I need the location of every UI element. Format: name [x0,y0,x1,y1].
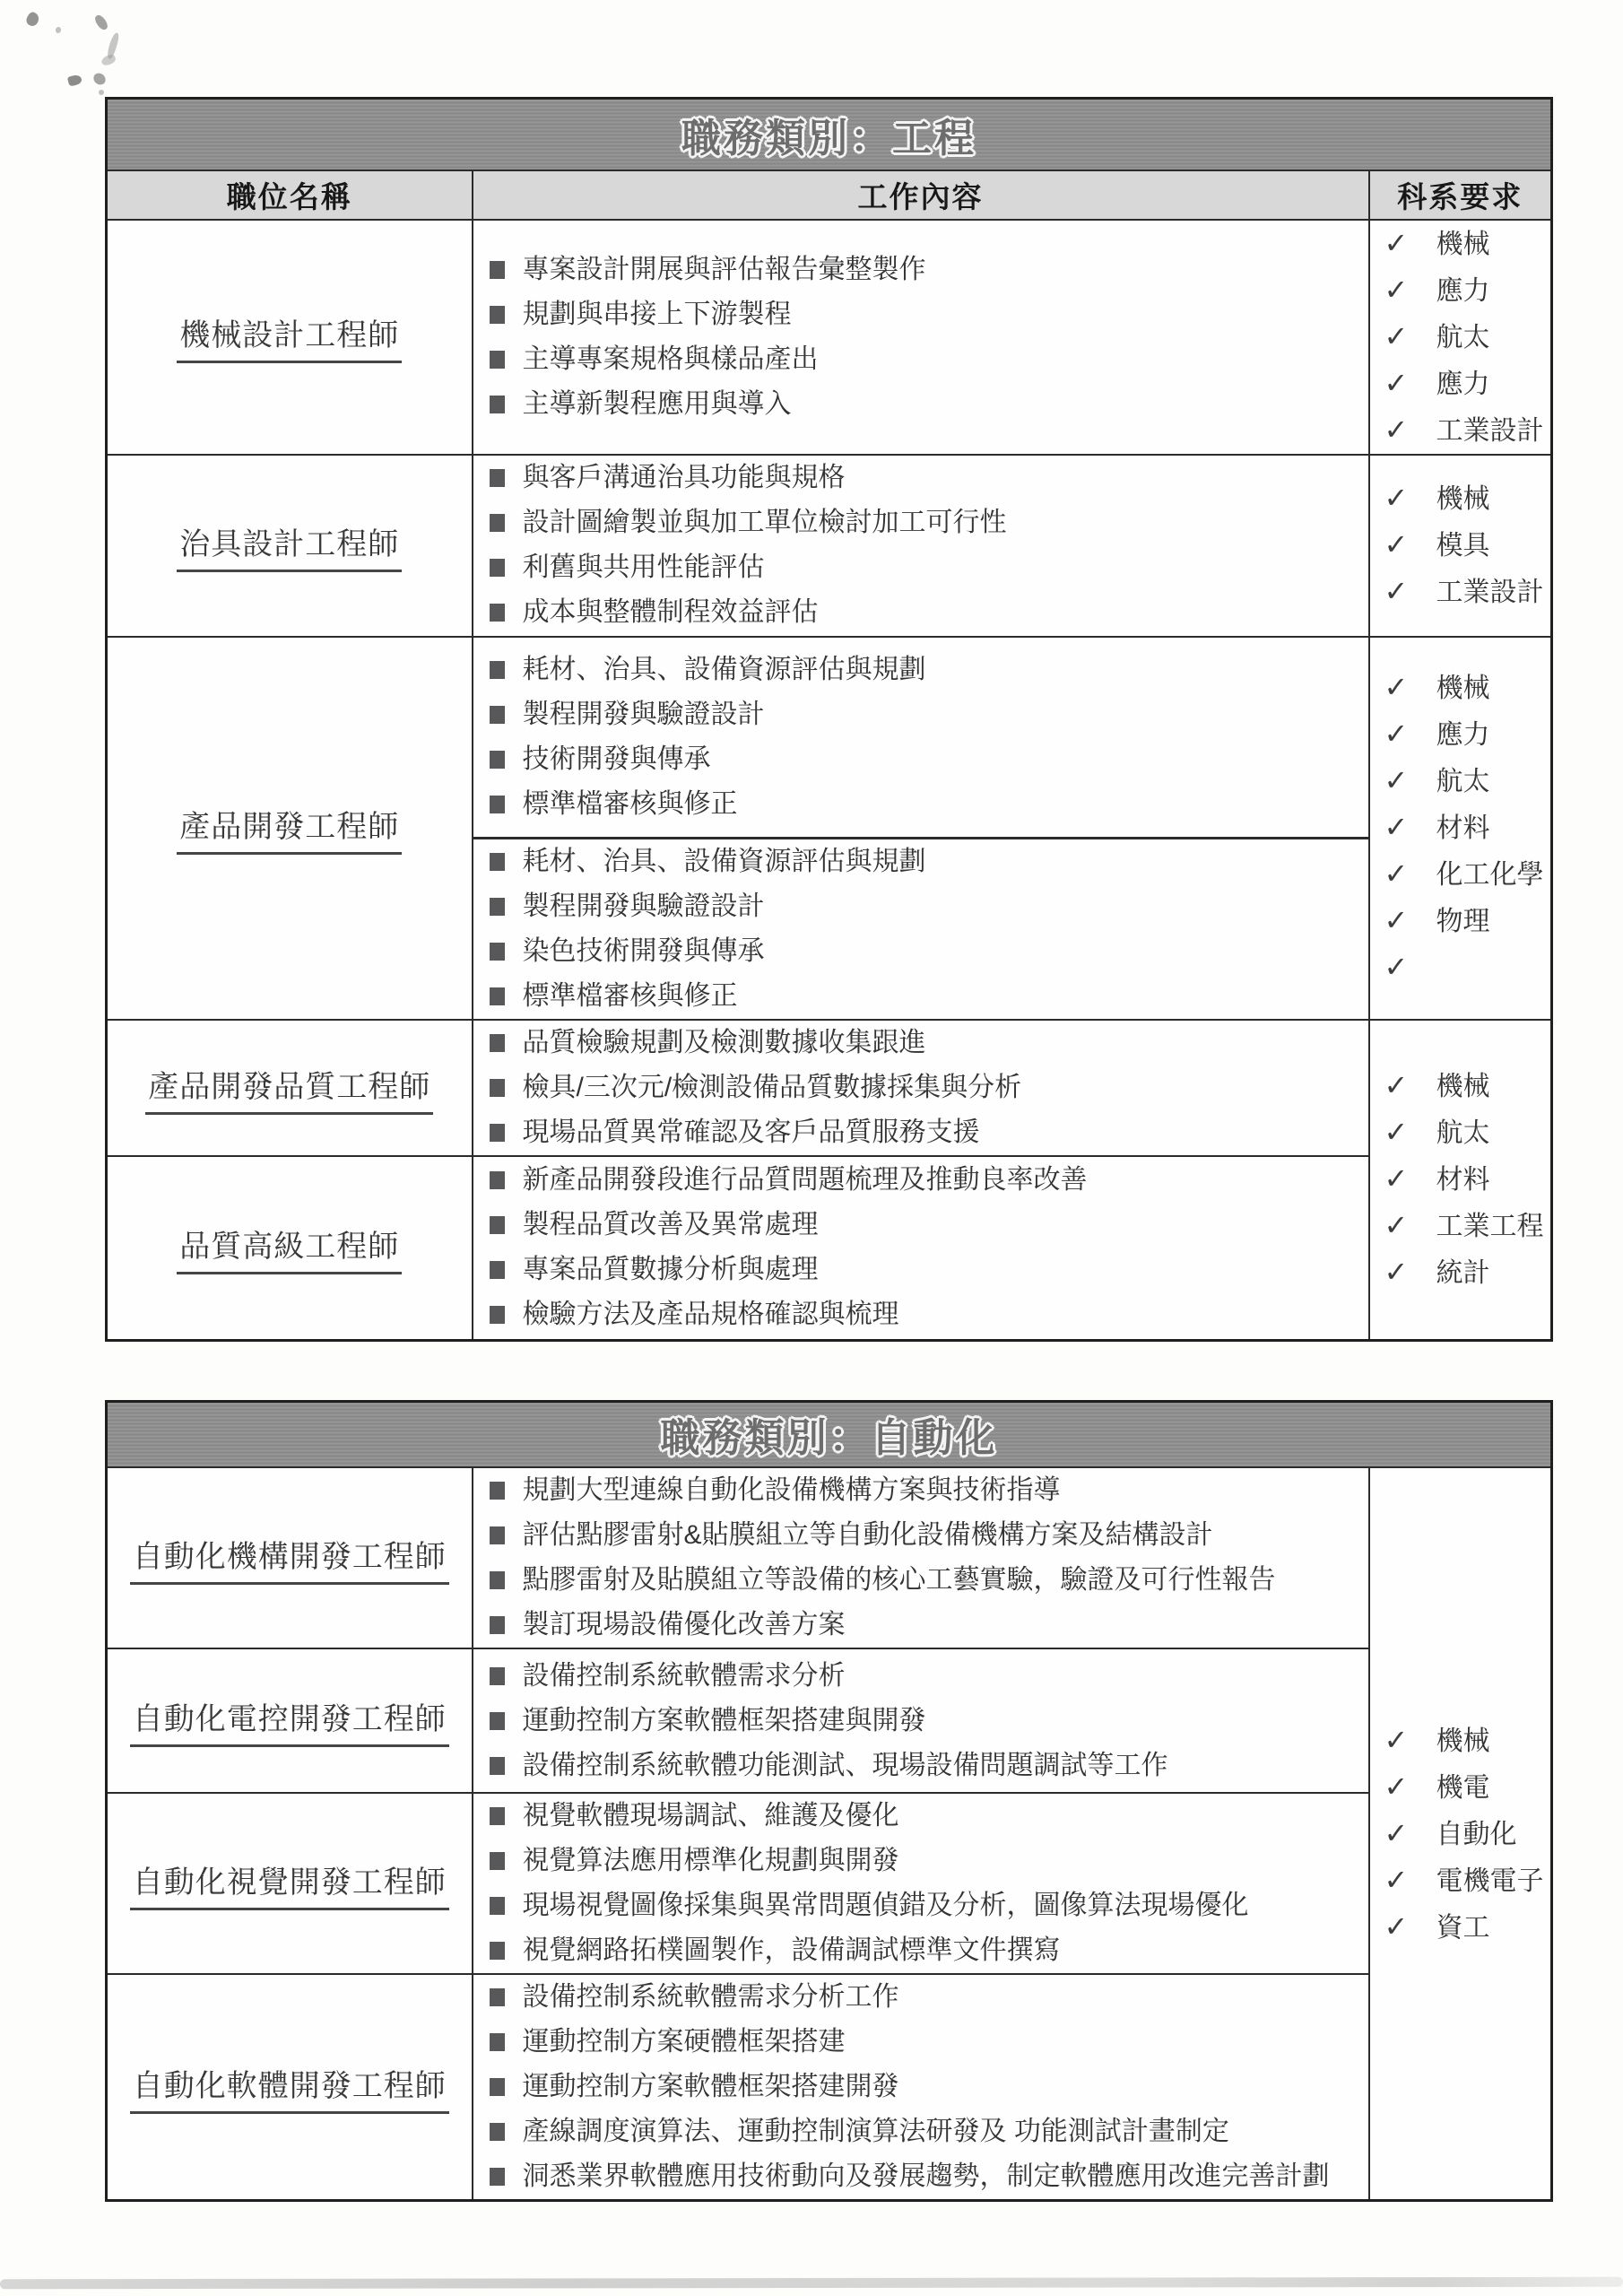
job-duty-text: 視覺算法應用標準化規劃與開發 [522,1846,899,1875]
job-duties-cell [473,1648,1369,1793]
dept-requirement-text: 機械 [1436,484,1490,514]
job-title: 自動化視覺開發工程師 [130,1857,449,1910]
job-title: 產品開發工程師 [177,802,402,855]
dept-requirement-text: 機械 [1436,1726,1490,1756]
dept-requirement [1384,898,1551,944]
job-duty-item [490,1468,1368,1513]
checkmark-icon: ✓ [1384,671,1409,704]
bullet-icon [490,1757,505,1775]
table-row [107,1156,1552,1340]
bullet-icon [490,559,505,577]
bullet-icon [490,2168,505,2186]
dept-requirement [1384,1203,1551,1249]
job-duty-item [490,782,1368,827]
bullet-icon [490,987,505,1005]
job-duty-text: 運動控制方案硬體框架搭建 [522,2027,846,2057]
checkmark-icon: ✓ [1384,1256,1409,1289]
checkmark-icon: ✓ [1384,1069,1409,1102]
dept-requirement [1384,1249,1551,1296]
table-row [107,220,1552,455]
bullet-icon [490,1852,505,1870]
job-duty-text: 標準檔審核與修正 [522,981,738,1011]
table-row [107,455,1552,637]
job-duty-item [490,929,1368,974]
job-duty-text: 新產品開發段進行品質問題梳理及推動良率改善 [522,1165,1088,1196]
checkmark-icon: ✓ [1384,273,1409,306]
dept-requirement-text: 航太 [1436,322,1490,352]
table-row [107,1467,1552,1648]
dept-requirement [1384,944,1551,991]
job-duty-text: 耗材、治具、設備資源評估與規劃 [522,654,926,684]
job-duty-item [490,2065,1368,2109]
job-title: 產品開發品質工程師 [145,1062,433,1115]
dept-requirement [1384,804,1551,851]
bullet-icon [490,898,505,916]
checkmark-icon: ✓ [1384,764,1409,797]
column-header-row [107,170,1552,220]
scan-mark [91,71,108,87]
job-duties-cell [473,220,1369,455]
dept-requirement-text: 機械 [1436,674,1490,704]
bullet-icon [490,2078,505,2096]
dept-requirement-text: 航太 [1436,1118,1490,1149]
job-duty-text: 利舊與共用性能評估 [522,552,765,582]
job-duty-item [490,2109,1368,2154]
dept-requirements-cell [1369,1020,1552,1340]
checkmark-icon: ✓ [1384,951,1409,984]
bullet-icon [490,1712,505,1730]
dept-requirement [1384,569,1551,615]
job-duty-text: 技術開發與傳承 [522,744,711,774]
job-duty-item [490,1292,1368,1337]
table-row [107,637,1552,839]
bullet-icon [490,1616,505,1634]
col-header-content: 工作內容 [473,170,1369,220]
bullet-icon [490,1482,505,1500]
job-duty-text: 主導專案規格與樣品產出 [522,344,819,374]
job-duties-cell [473,637,1369,839]
table-title: 職務類別：自動化 [107,1401,1552,1467]
scan-mark [67,74,82,87]
job-duty-item [490,1928,1368,1973]
dept-requirement-text: 應力 [1436,275,1490,306]
scan-mark [99,90,104,95]
job-name-cell [107,455,473,637]
automation-jobs-table [105,1400,1553,2203]
dept-requirement [1384,665,1551,711]
dept-requirement-text: 應力 [1436,369,1490,399]
dept-requirement-text: 機械 [1436,1072,1490,1102]
job-duty-item [490,1558,1368,1603]
bullet-icon [490,604,505,622]
bullet-icon [490,943,505,961]
dept-requirement [1384,1904,1551,1951]
job-title: 自動化機構開發工程師 [130,1532,449,1585]
dept-requirement [1384,1764,1551,1811]
checkmark-icon: ✓ [1384,482,1409,514]
checkmark-icon: ✓ [1384,1816,1409,1849]
job-duty-text: 耗材、治具、設備資源評估與規劃 [522,847,926,876]
job-duty-item [490,590,1368,635]
checkmark-icon: ✓ [1384,1209,1409,1242]
job-duty-text: 規劃與串接上下游製程 [522,299,792,329]
job-duty-text: 專案設計開展與評估報告彙整製作 [522,254,926,284]
checkmark-icon: ✓ [1384,1909,1409,1943]
job-duty-item [490,545,1368,590]
job-duty-item [490,1654,1368,1699]
job-duty-item [490,2020,1368,2065]
dept-requirement [1384,1718,1551,1764]
job-duty-text: 成本與整體制程效益評估 [522,597,819,627]
dept-requirement [1384,522,1551,569]
dept-requirement-text: 自動化 [1436,1819,1517,1849]
job-name-cell [107,1020,473,1156]
job-duties-cell [473,1793,1369,1974]
job-duty-item [490,1603,1368,1648]
dept-requirement [1384,851,1551,898]
dept-requirement-text: 工業設計 [1436,415,1544,446]
checkmark-icon: ✓ [1384,226,1409,259]
job-duty-item [490,737,1368,782]
job-duty-text: 現場視覺圖像採集與異常問題偵錯及分析，圖像算法現場優化 [522,1891,1249,1920]
checkmark-icon: ✓ [1384,718,1409,751]
job-name-cell [107,1648,473,1793]
scan-mark [24,11,41,28]
dept-requirement-text: 應力 [1436,720,1490,751]
dept-requirement [1384,758,1551,804]
job-duty-item [490,2154,1368,2199]
job-duty-text: 視覺軟體現場調試、維護及優化 [522,1801,899,1831]
job-duty-text: 運動控制方案軟體框架搭建與開發 [522,1705,926,1735]
job-duty-item [490,648,1368,692]
dept-requirement [1384,1063,1551,1109]
job-title: 品質高級工程師 [177,1222,402,1274]
checkmark-icon: ✓ [1384,857,1409,891]
job-title: 治具設計工程師 [177,519,402,572]
dept-requirement [1384,361,1551,407]
bullet-icon [490,1942,505,1960]
job-duty-text: 設備控制系統軟體功能測試、現場設備問題調試等工作 [522,1750,1168,1780]
job-duty-text: 規劃大型連線自動化設備機構方案與技術指導 [522,1475,1061,1505]
bullet-icon [490,306,505,324]
job-duties-cell [473,839,1369,1021]
job-duty-item [490,337,1368,382]
job-duties-cell [473,455,1369,637]
bullet-icon [490,396,505,413]
job-duty-item [490,248,1368,292]
job-duty-item [490,1839,1368,1883]
checkmark-icon: ✓ [1384,904,1409,937]
bullet-icon [490,796,505,813]
job-name-cell [107,220,473,455]
job-duty-text: 產線調度演算法、運動控制演算法研發及 功能測試計畫制定 [522,2117,1229,2146]
job-duty-text: 標準檔審核與修正 [522,788,738,819]
job-duty-text: 評估點膠雷射&貼膜組立等自動化設備機構方案及結構設計 [522,1520,1213,1550]
job-duty-text: 製程開發與驗證設計 [522,891,765,921]
job-duty-item [490,884,1368,929]
dept-requirements-cell [1369,455,1552,637]
job-duty-item [490,382,1368,427]
col-header-dept: 科系要求 [1369,170,1552,220]
dept-requirement-text: 資工 [1436,1912,1490,1943]
dept-requirement-text: 模具 [1436,531,1490,561]
job-duties-cell [473,1156,1369,1340]
bullet-icon [490,751,505,769]
job-duty-text: 運動控制方案軟體框架搭建開發 [522,2072,899,2101]
job-duty-text: 設備控制系統軟體需求分析 [522,1660,846,1691]
bullet-icon [490,514,505,532]
job-duty-text: 現場品質異常確認及客戶品質服務支援 [522,1118,980,1147]
job-duty-item [490,1699,1368,1744]
dept-requirement [1384,1109,1551,1156]
job-duty-text: 品質檢驗規劃及檢測數據收集跟進 [522,1028,926,1057]
job-duty-text: 洞悉業界軟體應用技術動向及發展趨勢，制定軟體應用改進完善計劃 [522,2161,1330,2191]
job-duty-item [490,1110,1368,1155]
job-title: 自動化電控開發工程師 [130,1694,449,1747]
bullet-icon [490,661,505,679]
dept-requirement-text: 機械 [1436,229,1490,259]
dept-requirement [1384,407,1551,454]
bullet-icon [490,1988,505,2006]
job-title: 自動化軟體開發工程師 [130,2061,449,2114]
job-duty-text: 製訂現場設備優化改善方案 [522,1610,846,1639]
dept-requirement-text: 航太 [1436,767,1490,797]
engineering-jobs-table [105,97,1553,1342]
job-duty-text: 與客戶溝通治具功能與規格 [522,463,846,492]
job-duty-text: 視覺網路拓樸圖製作，設備調試標準文件撰寫 [522,1935,1061,1965]
job-duties-cell [473,1467,1369,1648]
dept-requirement [1384,711,1551,758]
bullet-icon [490,2123,505,2141]
bullet-icon [490,853,505,871]
dept-requirement-text: 機電 [1436,1772,1490,1803]
dept-requirement-text: 化工化學 [1436,860,1544,891]
job-duty-text: 主導新製程應用與導入 [522,388,792,419]
dept-requirements-cell [1369,1467,1552,2201]
job-duty-item [490,1744,1368,1788]
dept-requirement-text: 工業工程 [1436,1212,1544,1242]
bullet-icon [490,1807,505,1825]
job-title: 機械設計工程師 [177,310,402,363]
job-duty-item [490,1203,1368,1248]
dept-requirement-text: 電機電子 [1436,1866,1544,1896]
checkmark-icon: ✓ [1384,413,1409,446]
job-duty-text: 檢具/三次元/檢測設備品質數據採集與分析 [522,1073,1022,1102]
job-duty-item [490,839,1368,884]
scan-smudge-band [0,2277,1623,2290]
checkmark-icon: ✓ [1384,575,1409,607]
bullet-icon [490,2033,505,2051]
table-row [107,1974,1552,2201]
job-duty-text: 設備控制系統軟體需求分析工作 [522,1982,899,2012]
job-duty-text: 染色技術開發與傳承 [522,936,765,966]
job-name-cell [107,1156,473,1340]
table-title-row [107,99,1552,170]
dept-requirement [1384,1857,1551,1904]
dept-requirement [1384,475,1551,522]
job-duties-cell [473,1020,1369,1156]
checkmark-icon: ✓ [1384,528,1409,561]
scan-mark [100,54,117,67]
table-row [107,1020,1552,1156]
job-duty-item [490,974,1368,1019]
bullet-icon [490,1079,505,1097]
dept-requirements-cell [1369,637,1552,1021]
dept-requirement [1384,1811,1551,1857]
table-row [107,1793,1552,1974]
col-header-position: 職位名稱 [107,170,473,220]
bullet-icon [490,1261,505,1279]
table-title: 職務類別：工程 [107,99,1552,170]
bullet-icon [490,261,505,279]
job-duty-item [490,1883,1368,1928]
checkmark-icon: ✓ [1384,1162,1409,1196]
job-duties-cell [473,1974,1369,2201]
document-body [105,97,1550,2202]
dept-requirement-text: 工業設計 [1436,578,1544,607]
dept-requirement [1384,1156,1551,1203]
dept-requirement [1384,267,1551,314]
job-name-cell [107,1974,473,2201]
job-name-cell [107,637,473,1021]
checkmark-icon: ✓ [1384,811,1409,844]
job-duty-item [490,292,1368,337]
job-duty-item [490,692,1368,737]
job-duty-text: 點膠雷射及貼膜組立等設備的核心工藝實驗，驗證及可行性報告 [522,1565,1276,1595]
dept-requirement-text: 統計 [1436,1258,1490,1289]
scan-mark [55,27,61,34]
bullet-icon [490,1306,505,1324]
scan-mark [93,13,110,31]
bullet-icon [490,1124,505,1142]
table-title-row [107,1401,1552,1467]
checkmark-icon: ✓ [1384,319,1409,352]
dept-requirement-text: 材料 [1436,1165,1490,1196]
dept-requirement-text: 材料 [1436,813,1490,844]
job-duty-item [490,456,1368,500]
dept-requirement-text: 物理 [1436,907,1490,937]
bullet-icon [490,1526,505,1544]
bullet-icon [490,1034,505,1052]
job-name-cell [107,1793,473,1974]
bullet-icon [490,1216,505,1234]
job-duty-item [490,500,1368,545]
job-duty-item [490,1021,1368,1065]
bullet-icon [490,1571,505,1589]
job-duty-item [490,1794,1368,1839]
job-duty-text: 製程開發與驗證設計 [522,699,765,729]
bullet-icon [490,1667,505,1685]
checkmark-icon: ✓ [1384,1116,1409,1149]
job-duty-item [490,1248,1368,1292]
checkmark-icon: ✓ [1384,1770,1409,1803]
job-duty-item [490,1975,1368,2020]
checkmark-icon: ✓ [1384,1723,1409,1756]
checkmark-icon: ✓ [1384,366,1409,399]
job-duty-text: 專案品質數據分析與處理 [522,1255,819,1285]
bullet-icon [490,351,505,369]
bullet-icon [490,706,505,724]
job-duty-text: 檢驗方法及產品規格確認與梳理 [522,1300,899,1330]
bullet-icon [490,1897,505,1915]
job-duty-item [490,1513,1368,1558]
table-row [107,1648,1552,1793]
dept-requirement [1384,221,1551,267]
job-name-cell [107,1467,473,1648]
job-duty-item [490,1158,1368,1203]
job-duty-text: 製程品質改善及異常處理 [522,1210,819,1240]
dept-requirement [1384,314,1551,361]
job-duty-item [490,1065,1368,1110]
bullet-icon [490,1171,505,1189]
dept-requirements-cell [1369,220,1552,455]
checkmark-icon: ✓ [1384,1863,1409,1896]
job-duty-text: 設計圖繪製並與加工單位檢討加工可行性 [522,508,1007,537]
bullet-icon [490,469,505,487]
